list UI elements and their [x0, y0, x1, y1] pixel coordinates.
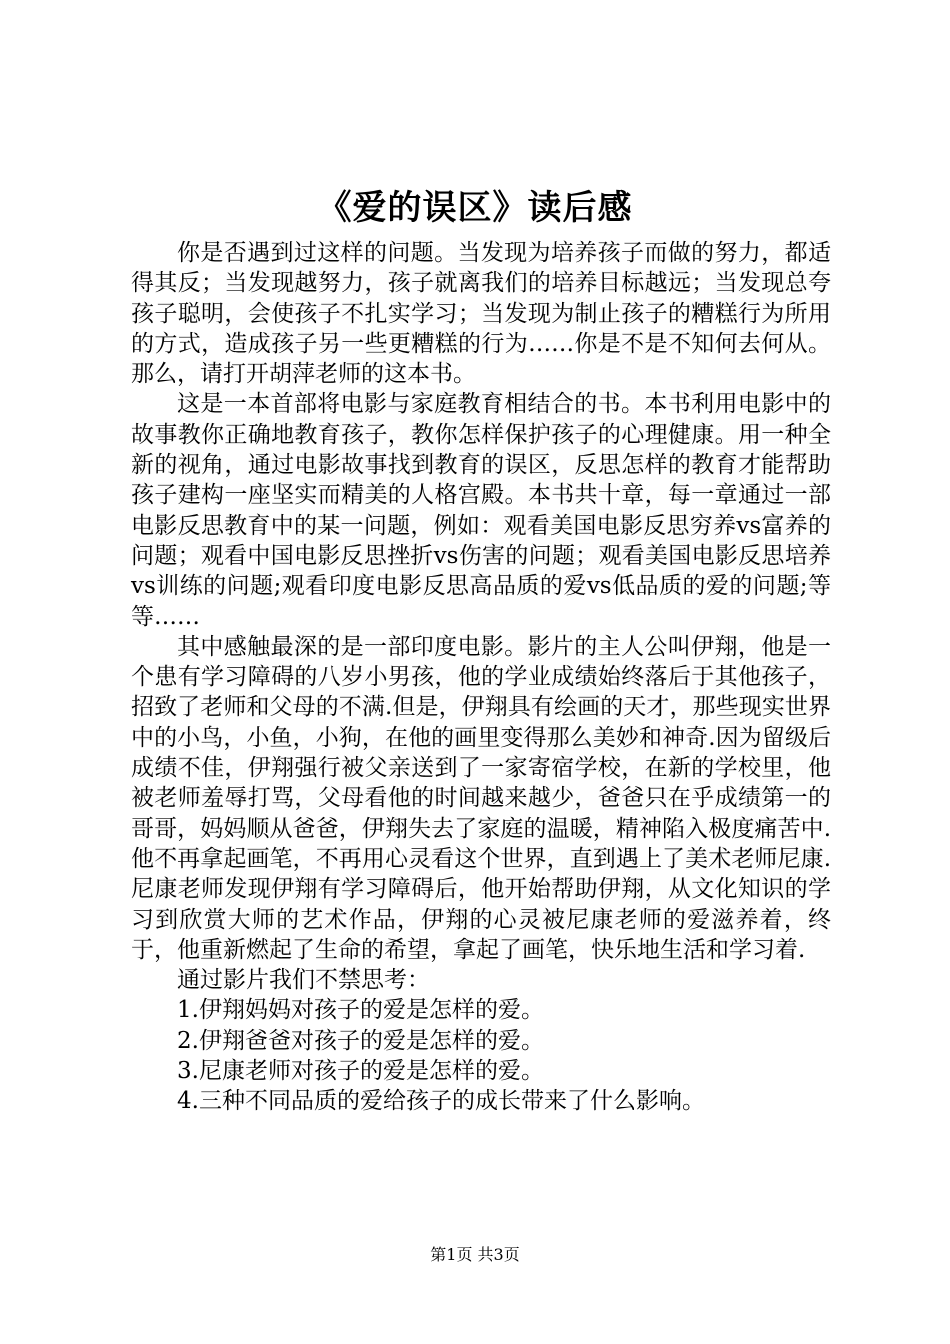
- paragraph-book-summary: 这是一本首部将电影与家庭教育相结合的书。本书利用电影中的故事教你正确地教育孩子，教你怎样保护孩子的心理健康。用一种全新的视角，通过电影故事找到教育的误区，反思怎样的教育才能帮助孩子建构一座坚实而精美的人格宫殿。本书共十章，每一章通过一部电影反思教育中的某一问题，例如：观看美国电影反思穷养vs富养的问题；观看中国电影反思挫折vs伤害的问题；观看美国电影反思培养vs训练的问题;观看印度电影反思高品质的爱vs低品质的爱的问题;等等……: [131, 391, 831, 630]
- list-item-3: 3.尼康老师对孩子的爱是怎样的爱。: [177, 1058, 544, 1085]
- page-footer: 第1页 共3页: [430, 1245, 520, 1264]
- paragraph-reflection-lead: 通过影片我们不禁思考：: [177, 967, 430, 994]
- list-item-4: 4.三种不同品质的爱给孩子的成长带来了什么影响。: [177, 1088, 705, 1115]
- document-body: [131, 238, 831, 1117]
- list-item-1: 1.伊翔妈妈对孩子的爱是怎样的爱。: [177, 997, 544, 1024]
- document-title: 《爱的误区》读后感: [317, 188, 633, 228]
- paragraph-movie-story: 其中感触最深的是一部印度电影。影片的主人公叫伊翔，他是一个患有学习障碍的八岁小男孩，他的学业成绩始终落后于其他孩子，招致了老师和父母的不满.但是，伊翔具有绘画的天才，那些现实世界中的小鸟，小鱼，小狗，在他的画里变得那么美妙和神奇.因为留级后成绩不佳，伊翔强行被父亲送到了一家寄宿学校，在新的学校里，他被老师羞辱打骂，父母看他的时间越来越少，爸爸只在乎成绩第一的哥哥，妈妈顺从爸爸，伊翔失去了家庭的温暖，精神陷入极度痛苦中.他不再拿起画笔，不再用心灵看这个世界，直到遇上了美术老师尼康.尼康老师发现伊翔有学习障碍后，他开始帮助伊翔，从文化知识的学习到欣赏大师的艺术作品，伊翔的心灵被尼康老师的爱滋养着，终于，他重新燃起了生命的希望，拿起了画笔，快乐地生活和学习着.: [131, 633, 831, 963]
- list-item-2: 2.伊翔爸爸对孩子的爱是怎样的爱。: [177, 1027, 544, 1054]
- paragraph-intro: 你是否遇到过这样的问题。当发现为培养孩子而做的努力，都适得其反；当发现越努力，孩子就离我们的培养目标越远；当发现总夸孩子聪明，会使孩子不扎实学习；当发现为制止孩子的糟糕行为所用的方式，造成孩子另一些更糟糕的行为……你是不是不知何去何从。那么，请打开胡萍老师的这本书。: [131, 240, 831, 388]
